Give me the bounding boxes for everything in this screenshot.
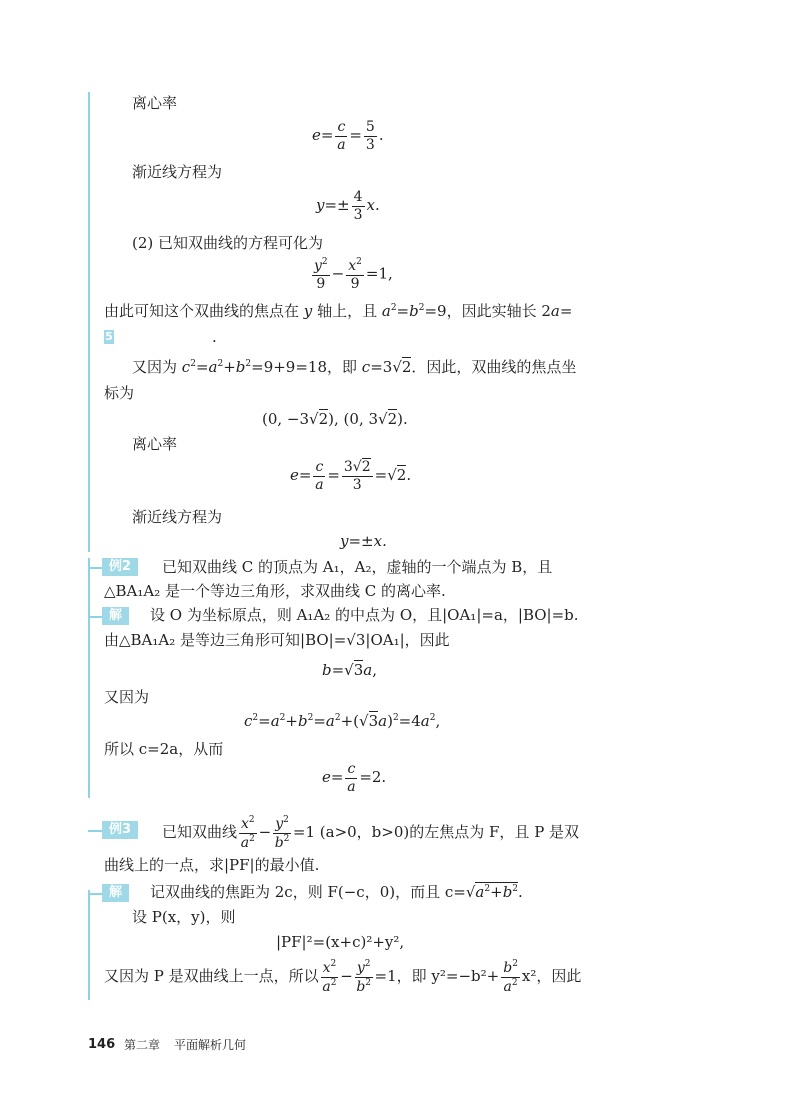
eccentricity-eq-1: e= $\frac{c}{a}$ = $\frac{5}{3}$ .	[312, 119, 384, 153]
eccentricity-label-2: 离心率	[132, 435, 178, 453]
solution2-line1: 设 O 为坐标原点，则 A₁A₂ 的中点为 O，且|OA₁|=a，|BO|=b.	[150, 606, 579, 624]
example3-label: 例3	[102, 821, 138, 839]
margin-line-top	[88, 92, 90, 552]
answer-box: 5	[105, 330, 113, 343]
margin-line-example3	[88, 890, 90, 1000]
example3-line2: 曲线上的一点，求|PF|的最小值.	[104, 856, 320, 874]
margin-line-example2	[88, 558, 90, 798]
asymptote-eq-2: y=±x.	[340, 532, 387, 550]
solution3-line2: 设 P(x，y)，则	[132, 908, 236, 926]
last-line: 又因为 P 是双曲线上一点，所以 $\frac{x^2}{a^2}$ − $\frac{y^2}{b^2}$ =1，即 y²=−b²+ $\frac{b^2}{a^2}$ x²，因此	[104, 959, 582, 995]
asymptote-label-2: 渐近线方程为	[132, 508, 223, 526]
example2-line2: △BA₁A₂ 是一个等边三角形，求双曲线 C 的离心率.	[104, 582, 446, 600]
example3-tick	[88, 830, 102, 832]
suoyi-line: 所以 c=2a，从而	[104, 740, 224, 758]
solution3-label: 解	[102, 884, 129, 902]
c-squared-eq: $c^2=a^2+b^2=a^2+(√3a)^2=4a^2$,	[244, 712, 441, 730]
chapter-title: 平面解析几何	[174, 1038, 247, 1052]
final-ecc-eq: e= $\frac{c}{a}$ =2.	[322, 761, 387, 795]
example3-line1: 已知双曲线 $\frac{x^2}{a^2}$ − $\frac{y^2}{b^2}$ =1 (a>0，b>0)的左焦点为 F，且 P 是双	[162, 815, 580, 851]
solution2-tick	[88, 616, 102, 618]
pf-squared-eq: |PF|²=(x+c)²+y²,	[276, 933, 405, 951]
b-eq: b=√3a,	[322, 661, 378, 679]
eccentricity-eq-2: e= $\frac{c}{a}$ = $\frac{3√2}{3}$ =√2.	[290, 459, 412, 493]
solution2-label: 解	[102, 607, 129, 625]
focus-axis-text: 由此可知这个双曲线的焦点在 y 轴上，且 $a^2=b^2=9$，因此实轴长 2a=	[104, 302, 573, 320]
eccentricity-label-1: 离心率	[132, 94, 178, 112]
chapter-label: 第二章	[124, 1038, 161, 1052]
focus-coordinates: (0, −3√2), (0, 3√2).	[262, 410, 408, 428]
example2-tick	[88, 567, 102, 569]
example2-label: 例2	[102, 558, 138, 576]
asymptote-label-1: 渐近线方程为	[132, 163, 223, 181]
solution3-line1: 记双曲线的焦距为 2c，则 F(−c，0)，而且 $c=√a^2+b^2$.	[150, 883, 523, 901]
solution3-tick	[88, 893, 102, 895]
youyinwei-label: 又因为	[104, 688, 150, 706]
part2-intro: (2) 已知双曲线的方程可化为	[132, 234, 324, 252]
coords-label: 标为	[104, 384, 135, 402]
asymptote-eq-1: y=± $\frac{4}{3}$ x.	[316, 189, 380, 223]
hyperbola-eq-part2: $\frac{y^2}{9}$ − $\frac{x^2}{9}$ =1,	[314, 257, 393, 292]
c-value-text: 又因为 $c^2=a^2+b^2=9+9=18$，即 c=3√2．因此，双曲线的焦点坐	[132, 358, 577, 376]
example2-line1: 已知双曲线 C 的顶点为 A₁，A₂，虚轴的一个端点为 B，且	[162, 558, 553, 576]
answer-period: .	[212, 328, 217, 346]
solution2-line2: 由△BA₁A₂ 是等边三角形可知|BO|=√3|OA₁|，因此	[104, 631, 450, 649]
page-number: 146	[88, 1037, 116, 1052]
